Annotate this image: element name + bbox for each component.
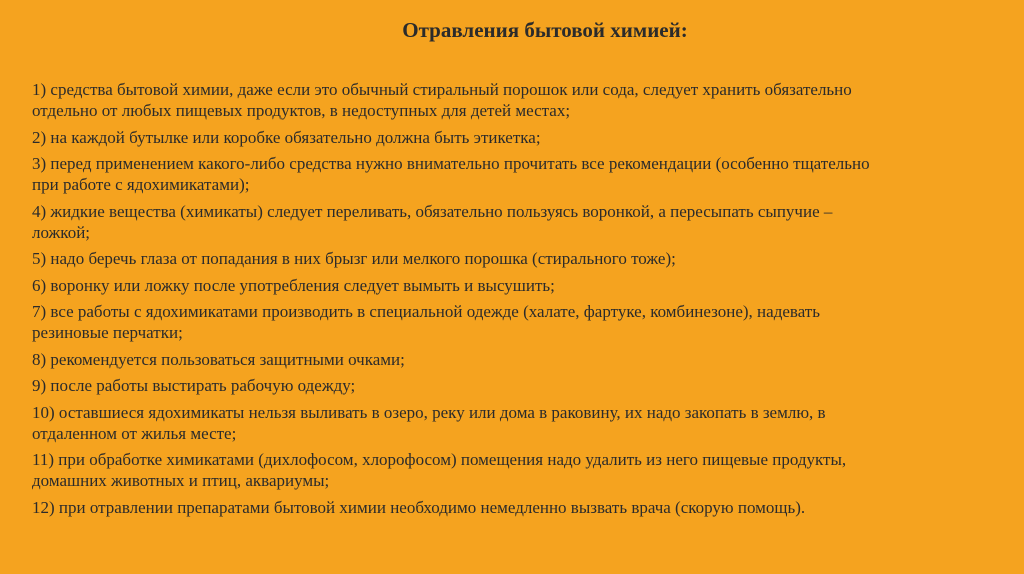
rule-line: домашних животных и птиц, аквариумы; (32, 471, 330, 490)
rule-item-12 (32, 497, 1024, 518)
rule-line: резиновые перчатки; (32, 323, 183, 342)
rule-line: 8) рекомендуется пользоваться защитными очками; (32, 349, 405, 369)
rule-line: 7) все работы с ядохимикатами производить в специальной одежде (халате, фартуке, комбинезоне), надевать (32, 302, 820, 321)
rule-item-6 (32, 275, 1024, 296)
rule-line: 9) после работы выстирать рабочую одежду; (32, 376, 356, 395)
rule-line: 12) при отравлении препаратами бытовой химии необходимо немедленно вызвать врача (скорую помощь). (32, 497, 806, 517)
rule-item-2 (32, 127, 1024, 148)
rule-line: 10) оставшиеся ядохимикаты нельзя выливать в озеро, реку или дома в раковину, их надо закопать в землю, в (32, 402, 826, 422)
rule-item-7 (32, 301, 1024, 343)
rule-line: 3) перед применением какого-либо средства нужно внимательно прочитать все рекомендации (особенно тщательно (32, 154, 870, 173)
rule-item-9 (32, 375, 1024, 396)
rules-list (32, 79, 1024, 523)
rule-line: 4) жидкие вещества (химикаты) следует переливать, обязательно пользуясь воронкой, а пересыпать сыпучие – (32, 201, 833, 221)
rule-line: ложкой; (32, 222, 91, 242)
rule-line: отдельно от любых пищевых продуктов, в недоступных для детей местах; (32, 101, 571, 120)
rule-line: 6) воронку или ложку после употребления следует вымыть и высушить; (32, 275, 555, 295)
rule-line: отдаленном от жилья месте; (32, 423, 237, 443)
rule-line: 1) средства бытовой химии, даже если это обычный стиральный порошок или сода, следует хранить обязательно (32, 80, 852, 99)
rule-item-8 (32, 349, 1024, 370)
rule-item-4 (32, 201, 1024, 243)
rule-line: 5) надо беречь глаза от попадания в них брызг или мелкого порошка (стирального тоже); (32, 249, 676, 268)
rule-item-10 (32, 402, 1024, 444)
rule-item-5 (32, 248, 1024, 269)
rule-item-3 (32, 153, 1024, 195)
rule-item-1 (32, 79, 1024, 121)
rule-line: 11) при обработке химикатами (дихлофосом, хлорофосом) помещения надо удалить из него пищевые продукты, (32, 450, 847, 469)
rule-line: 2) на каждой бутылке или коробке обязательно должна быть этикетка; (32, 127, 541, 147)
rule-item-11 (32, 449, 1024, 491)
slide-title: Отравления бытовой химией: (402, 18, 688, 42)
rule-line: при работе с ядохимикатами); (32, 175, 250, 194)
